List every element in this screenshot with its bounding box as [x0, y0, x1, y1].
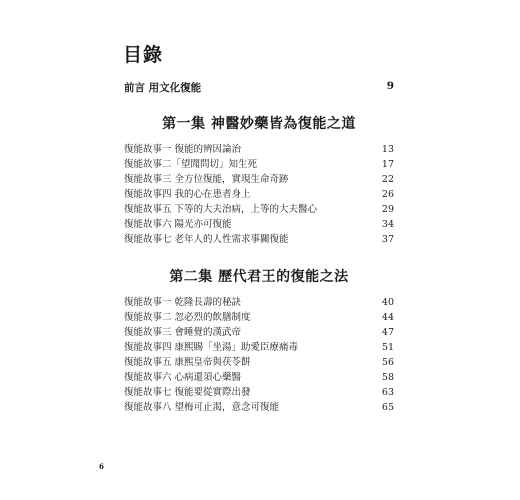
toc-entry — [124, 157, 394, 172]
entry-label: 復能故事四 我的心在患者身上 — [124, 189, 251, 200]
entry-label: 復能故事一 復能的辨因論治 — [124, 144, 242, 155]
entry-page: 29 — [381, 204, 394, 215]
entry-page: 65 — [381, 402, 394, 413]
entry-page: 47 — [381, 327, 394, 338]
toc-entry — [124, 325, 394, 340]
entry-label: 復能故事一 乾隆長壽的秘訣 — [124, 297, 242, 308]
entry-page: 34 — [381, 219, 394, 230]
toc-entry — [124, 355, 394, 370]
entry-page: 58 — [381, 372, 394, 383]
toc-entry — [124, 217, 394, 232]
entry-page: 51 — [381, 342, 394, 353]
toc-entry — [124, 340, 394, 355]
entry-page: 56 — [381, 357, 394, 368]
entry-label: 復能故事三 全方位復能，實現生命奇跡 — [124, 174, 289, 185]
entry-page: 37 — [381, 234, 394, 245]
preface-entry — [124, 80, 394, 95]
entry-label: 復能故事三 會睡覺的漢武帝 — [124, 327, 242, 338]
entry-label: 復能故事六 心病還須心藥醫 — [124, 372, 242, 383]
entry-label: 復能故事二 忽必烈的飲膳制度 — [124, 312, 251, 323]
entry-label: 復能故事五 康熙皇帝與茯苓餅 — [124, 357, 251, 368]
toc-entry — [124, 385, 394, 400]
entry-page: 22 — [381, 174, 394, 185]
page-title: 目錄 — [123, 44, 164, 66]
entry-page: 44 — [381, 312, 394, 323]
toc-entry — [124, 370, 394, 385]
toc-entry — [124, 187, 394, 202]
entry-label: 復能故事五 下等的大夫治病，上等的大夫醫心 — [124, 204, 318, 215]
section-1 — [124, 113, 394, 247]
toc-entry — [124, 295, 394, 310]
preface-label: 前言 用文化復能 — [124, 82, 202, 94]
entry-label: 復能故事四 康熙賜「坐湯」助愛臣療痛毒 — [124, 342, 299, 353]
toc-entry — [124, 400, 394, 415]
entry-page: 26 — [381, 189, 394, 200]
toc-entry — [124, 310, 394, 325]
section-heading: 第一集 神醫妙藥皆為復能之道 — [162, 116, 356, 132]
entry-label: 復能故事七 老年人的人性需求事關復能 — [124, 234, 289, 245]
entry-label: 復能故事二「望聞問切」知生死 — [124, 159, 258, 170]
entry-label: 復能故事七 復能要從實際出發 — [124, 387, 251, 398]
entry-page: 17 — [381, 159, 394, 170]
toc-entry — [124, 142, 394, 157]
page-number: 6 — [99, 462, 104, 471]
entry-label: 復能故事八 望梅可止渴，意念可復能 — [124, 402, 280, 413]
entry-page: 13 — [381, 144, 394, 155]
toc-entry — [124, 172, 394, 187]
toc-entry — [124, 202, 394, 217]
section-heading: 第二集 歷代君王的復能之法 — [169, 269, 349, 285]
section-2 — [124, 266, 394, 415]
entry-page: 63 — [381, 387, 394, 398]
toc-entry — [124, 232, 394, 247]
entry-page: 40 — [381, 297, 394, 308]
entry-label: 復能故事六 陽光亦可復能 — [124, 219, 232, 230]
preface-page: 9 — [386, 80, 394, 92]
